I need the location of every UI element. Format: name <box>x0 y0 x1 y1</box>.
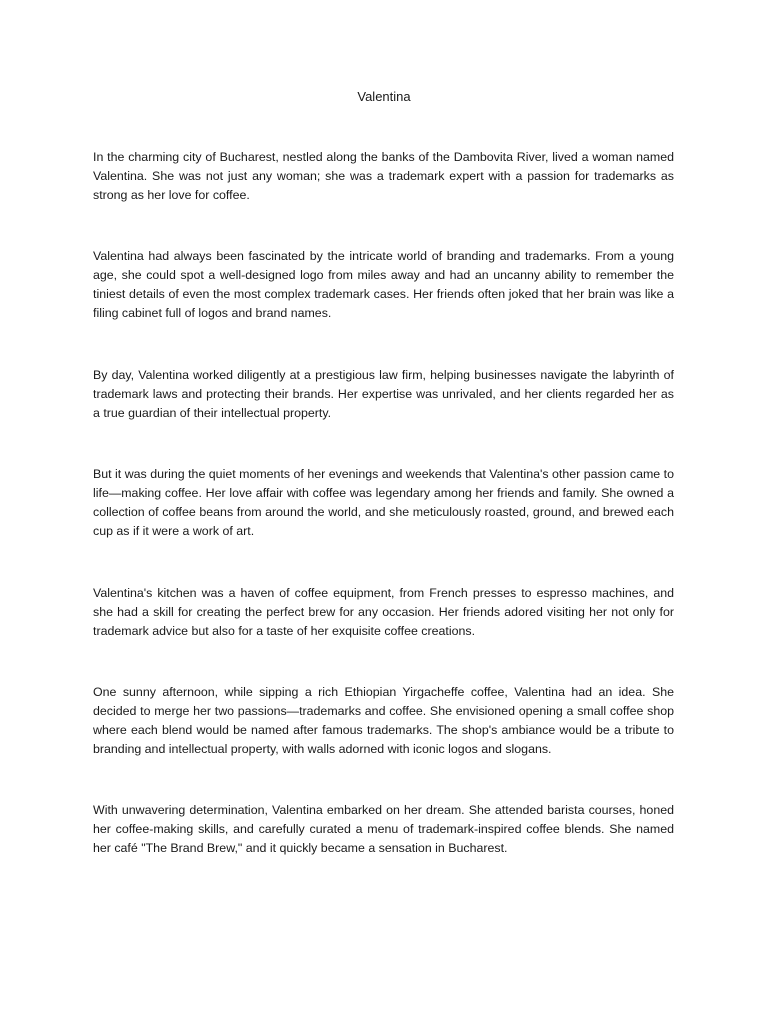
paragraph: With unwavering determination, Valentina embarked on her dream. She attended barista courses, honed her coffee-making skills, and carefully curated a menu of trademark-inspired coffee blends. She named her café "The Brand Brew," and it quickly became a sensation in Bucharest. <box>93 803 674 856</box>
document-title: Valentina <box>357 89 411 104</box>
paragraph: Valentina had always been fascinated by the intricate world of branding and trademarks. From a young age, she could spot a well-designed logo from miles away and had an uncanny ability to remember the tiniest details of even the most complex trademark cases. Her friends often joked that her brain was like a filing cabinet full of logos and brand names. <box>93 249 674 321</box>
paragraph: In the charming city of Bucharest, nestled along the banks of the Dambovita River, lived a woman named Valentina. She was not just any woman; she was a trademark expert with a passion for trademarks as strong as her love for coffee. <box>93 150 674 203</box>
paragraph: Valentina's kitchen was a haven of coffee equipment, from French presses to espresso machines, and she had a skill for creating the perfect brew for any occasion. Her friends adored visiting her not only for trademark advice but also for a taste of her exquisite coffee creations. <box>93 586 674 639</box>
paragraph: By day, Valentina worked diligently at a prestigious law firm, helping businesses navigate the labyrinth of trademark laws and protecting their brands. Her expertise was unrivaled, and her clients regarded her as a true guardian of their intellectual property. <box>93 368 674 421</box>
paragraph: One sunny afternoon, while sipping a rich Ethiopian Yirgacheffe coffee, Valentina had an idea. She decided to merge her two passions—trademarks and coffee. She envisioned opening a small coffee shop where each blend would be named after famous trademarks. The shop's ambiance would be a tribute to branding and intellectual property, with walls adorned with iconic logos and slogans. <box>93 685 674 757</box>
paragraph: But it was during the quiet moments of her evenings and weekends that Valentina's other passion came to life—making coffee. Her love affair with coffee was legendary among her friends and family. She owned a collection of coffee beans from around the world, and she meticulously roasted, ground, and brewed each cup as if it were a work of art. <box>93 467 674 539</box>
